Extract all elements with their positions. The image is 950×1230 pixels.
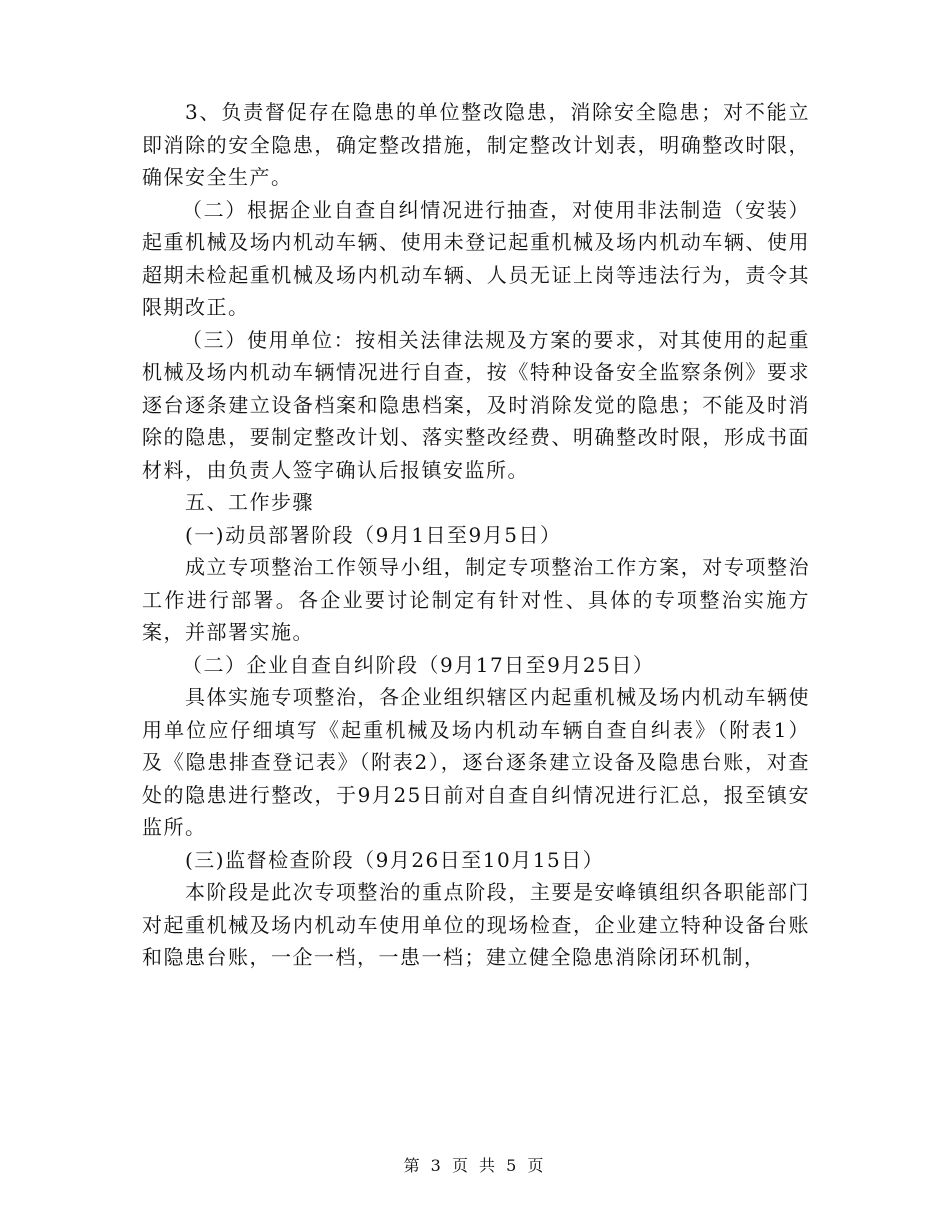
paragraph-stage-2: 具体实施专项整治，各企业组织辖区内起重机械及场内机动车辆使用单位应仔细填写《起重机械及场内机动车辆自查自纠表》（附表1）及《隐患排查登记表》（附表2），逐台逐条建立设备及隐患台账，对查处的隐患进行整改，于9月25日前对自查自纠情况进行汇总，报至镇安监所。 — [142, 685, 810, 839]
heading-stage-1: (一)动员部署阶段（9月1日至9月5日） — [185, 522, 562, 547]
paragraph-section-3: （三）使用单位：按相关法律法规及方案的要求，对其使用的起重机械及场内机动车辆情况进行自查，按《特种设备安全监察条例》要求逐台逐条建立设备档案和隐患档案，及时消除发觉的隐患；不能及时消除的隐患，要制定整改计划、落实整改经费、明确整改时限，形成书面材料，由负责人签字确认后报镇安监所。 — [142, 327, 810, 482]
page-number-footer: 第 3 页 共 5 页 — [403, 1156, 547, 1175]
paragraph-stage-3: 本阶段是此次专项整治的重点阶段，主要是安峰镇组织各职能部门对起重机械及场内机动车使用单位的现场检查，企业建立特种设备台账和隐患台账，一企一档，一患一档；建立健全隐患消除闭环机制， — [142, 880, 810, 969]
document-body — [142, 96, 810, 974]
paragraph-stage-1: 成立专项整治工作领导小组，制定专项整治工作方案，对专项整治工作进行部署。各企业要讨论制定有针对性、具体的专项整治实施方案，并部署实施。 — [142, 555, 810, 644]
paragraph-item-3: 3、负责督促存在隐患的单位整改隐患，消除安全隐患；对不能立即消除的安全隐患，确定整改措施，制定整改计划表，明确整改时限，确保安全生产。 — [142, 100, 810, 189]
heading-work-steps: 五、工作步骤 — [185, 490, 314, 514]
heading-stage-3: (三)监督检查阶段（9月26日至10月15日） — [185, 847, 605, 872]
paragraph-section-2: （二）根据企业自查自纠情况进行抽查，对使用非法制造（安装）起重机械及场内机动车辆、使用未登记起重机械及场内机动车辆、使用超期未检起重机械及场内机动车辆、人员无证上岗等违法行为，责令其限期改正。 — [142, 197, 810, 319]
heading-stage-2: （二）企业自查自纠阶段（9月17日至9月25日） — [182, 652, 655, 677]
